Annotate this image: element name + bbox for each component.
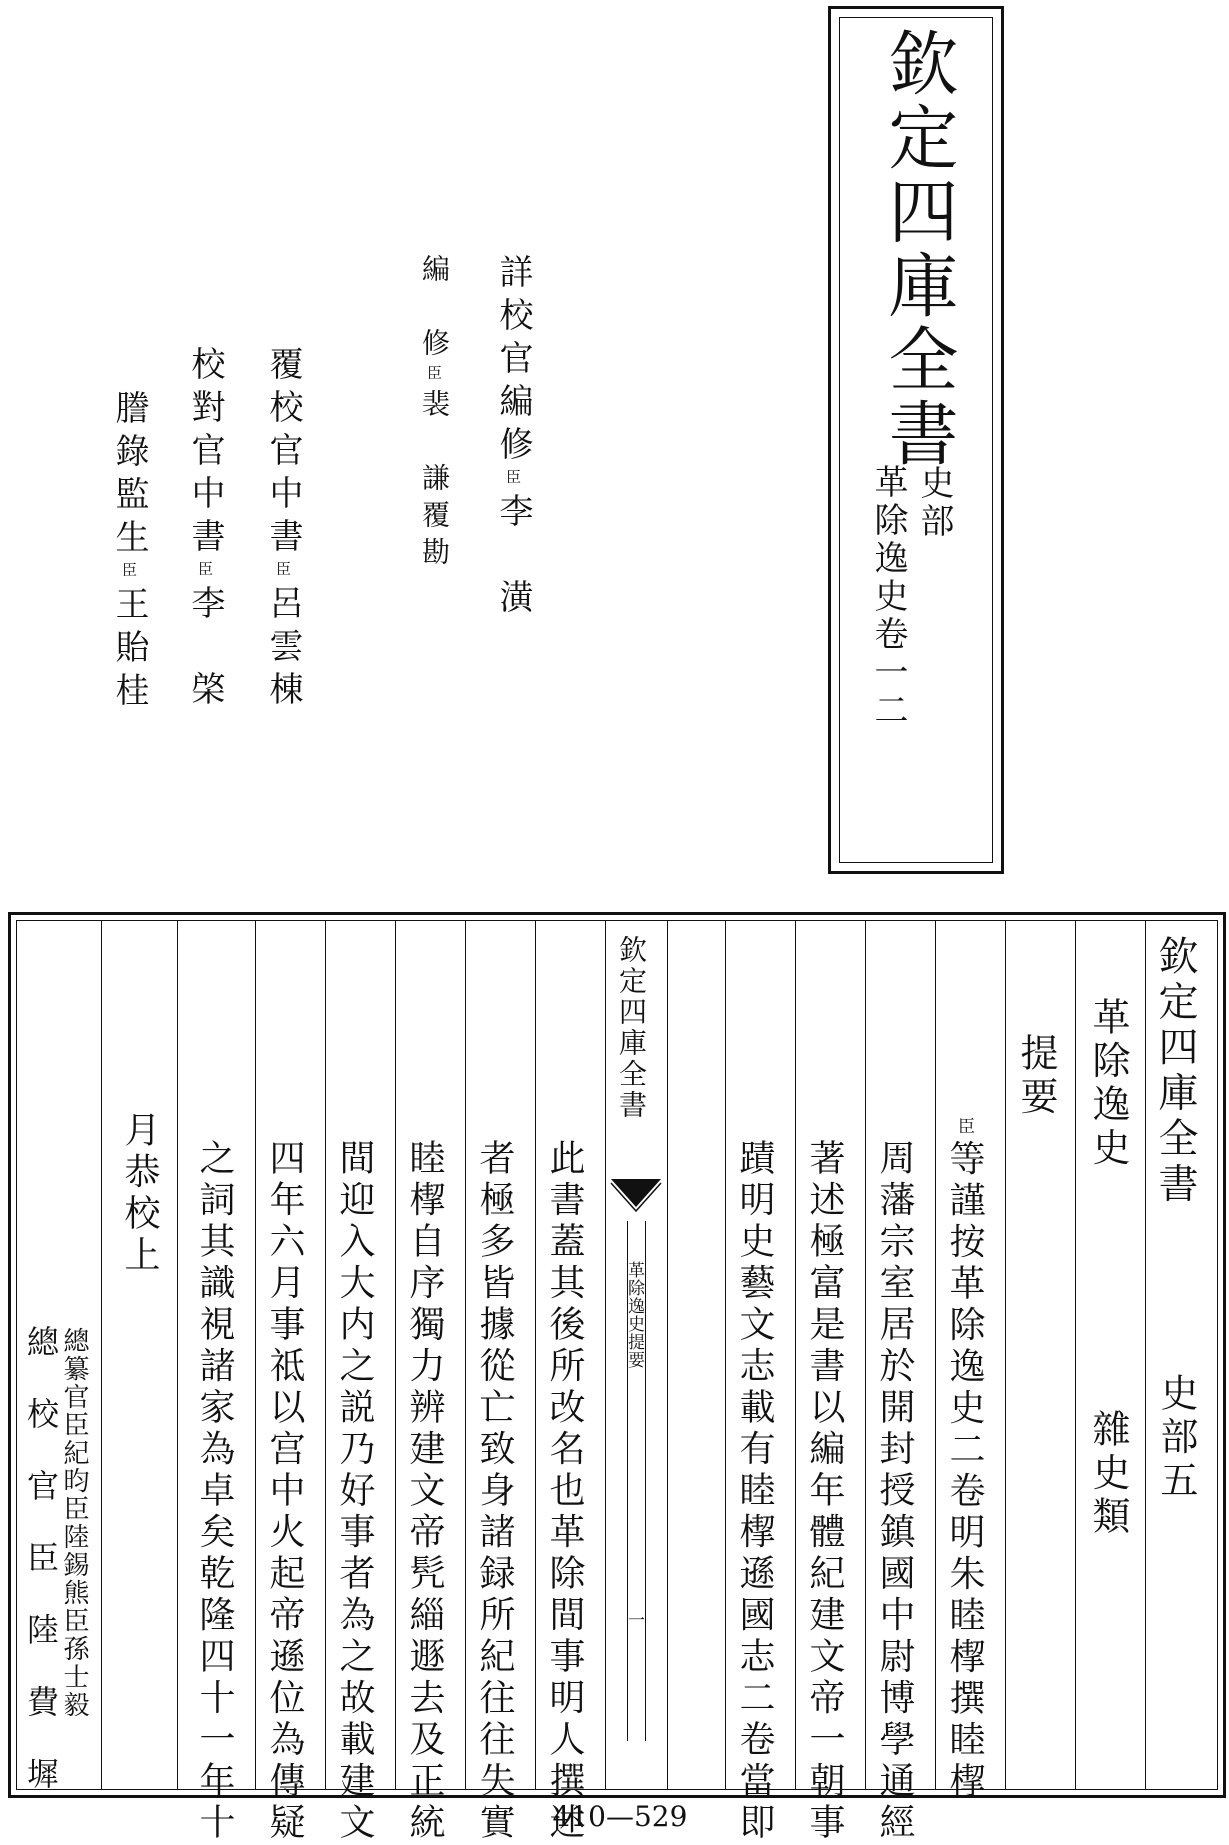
credit-chen: 臣	[196, 561, 214, 585]
column-rule	[177, 921, 178, 1789]
credit-chen: 臣	[274, 561, 292, 585]
body-column	[944, 1117, 985, 1804]
body-text: 此書蓋其後所改名也革除間事明人撰述	[544, 1139, 585, 1845]
column-rule	[865, 921, 866, 1789]
body-text: 之詞其識視諸家為卓矣乾隆四十一年十	[194, 1139, 235, 1845]
body-text: 四年六月事祗以宫中火起帝遜位為傳疑	[264, 1139, 305, 1845]
credit-role: 編 修	[418, 254, 451, 365]
credit-name: 裴 謙覆勘	[418, 389, 451, 574]
strip-page-number: 一	[624, 1611, 644, 1628]
body-text: 月恭校上	[119, 1111, 160, 1277]
column-rule	[255, 921, 256, 1789]
body-text: 周藩宗室居於開封授鎮國中尉博學通經	[874, 1139, 915, 1845]
body-text: 著述極富是書以編年體紀建文帝一朝事	[804, 1139, 845, 1845]
center-fold-strip	[605, 921, 667, 1789]
column-rule	[725, 921, 726, 1789]
body-column	[874, 1139, 915, 1845]
column-rule	[465, 921, 466, 1789]
cover-title: 欽定四庫全書	[877, 27, 959, 471]
column-rule	[395, 921, 396, 1789]
fish-tail-mark-icon	[609, 1177, 663, 1213]
credit-column	[418, 254, 451, 574]
body-column	[544, 1139, 585, 1845]
chen-mark: 臣	[954, 1117, 974, 1140]
credit-column	[109, 390, 149, 715]
credit-role: 覆校官中書	[263, 346, 303, 561]
body-text: 等謹按革除逸史二卷明朱睦㮮撰睦㮮	[944, 1139, 985, 1804]
credit-role: 詳校官編修	[493, 254, 533, 469]
credit-role: 校對官中書	[185, 346, 225, 561]
column-rule	[935, 921, 936, 1789]
body-column	[404, 1139, 445, 1845]
body-text: 睦㮮自序獨力辨建文帝髠緇遯去及正統	[404, 1139, 445, 1845]
credit-name: 李 潢	[493, 493, 533, 622]
footer-page-number: 410—529	[552, 1800, 688, 1833]
zongzuan-credit: 總纂官臣紀昀臣陸錫熊臣孫士毅	[59, 1327, 89, 1719]
credit-name: 呂雲棟	[263, 585, 303, 714]
zongxiao-credit: 總 校 官 臣 陸 費 墀	[22, 1325, 60, 1793]
page-header-title: 欽定四庫全書	[1152, 935, 1198, 1208]
body-column	[804, 1139, 845, 1845]
strip-label: 革除逸史提要	[624, 1261, 644, 1369]
column-rule	[1005, 921, 1006, 1789]
body-column	[194, 1139, 235, 1845]
cover-category: 史部	[914, 465, 954, 541]
body-text: 者極多皆據從亡致身諸録所紀往往失實	[474, 1139, 515, 1845]
column-rule	[667, 921, 668, 1789]
credit-name: 李 棨	[185, 585, 225, 714]
body-column	[264, 1139, 305, 1845]
body-column	[734, 1139, 775, 1845]
credit-column	[263, 346, 303, 714]
section-heading: 提要	[1014, 1033, 1058, 1120]
credit-role: 謄錄監生	[109, 390, 149, 562]
body-text: 蹟明史藝文志載有睦㮮遜國志二卷當即	[734, 1139, 775, 1845]
page-header-category: 史部五	[1154, 1373, 1198, 1504]
book-title: 革除逸史	[1086, 997, 1130, 1171]
strip-title: 欽定四庫全書	[615, 935, 648, 1121]
column-rule	[325, 921, 326, 1789]
column-rule	[1145, 921, 1146, 1789]
cover-book: 革除逸史卷一二	[868, 464, 908, 730]
credit-name: 王貽桂	[109, 586, 149, 715]
column-rule	[535, 921, 536, 1789]
column-rule	[101, 921, 102, 1789]
credit-chen: 臣	[120, 562, 138, 586]
credit-column	[493, 254, 533, 622]
body-column	[119, 1111, 160, 1277]
body-column	[474, 1139, 515, 1845]
title-slip	[828, 6, 1004, 874]
credit-chen: 臣	[425, 365, 443, 389]
strip-line	[645, 1221, 646, 1741]
credit-chen: 臣	[504, 469, 522, 493]
body-column	[334, 1139, 375, 1845]
column-rule	[795, 921, 796, 1789]
credit-column	[185, 346, 225, 714]
column-rule	[1075, 921, 1076, 1789]
sub-category: 雜史類	[1086, 1409, 1130, 1540]
body-text: 間迎入大内之説乃好事者為之故載建文	[334, 1139, 375, 1845]
